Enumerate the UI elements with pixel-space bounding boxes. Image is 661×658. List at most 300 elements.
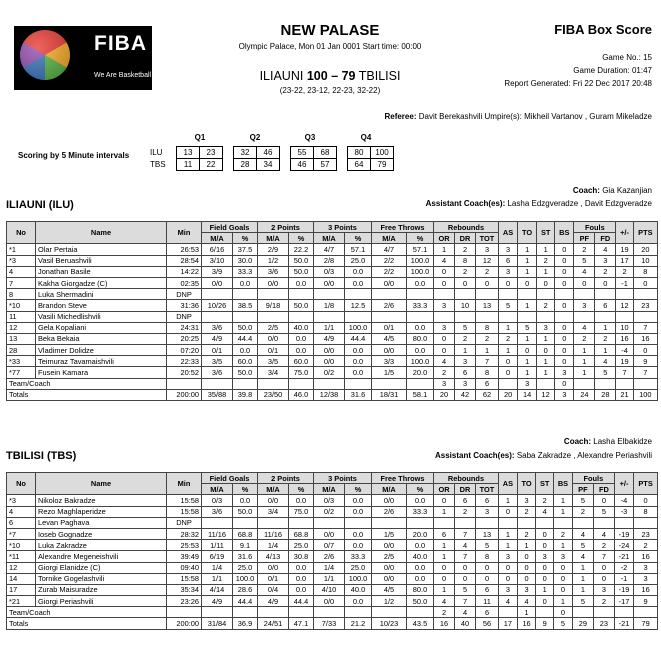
cell: 2: [537, 255, 555, 266]
cell: 4/10: [314, 584, 345, 595]
player-row: [7, 367, 658, 378]
subcol: TOT: [476, 484, 499, 495]
cell: 24/51: [258, 618, 289, 629]
cell: 6: [476, 495, 499, 506]
interval-team: TBS: [150, 160, 166, 169]
interval-cell: 22: [200, 159, 223, 171]
subcol: M/A: [314, 484, 345, 495]
cell: 6/19: [202, 551, 233, 562]
cell: 0: [593, 562, 614, 573]
cell: 0: [434, 277, 455, 288]
interval-cell: 11: [177, 159, 200, 171]
umpire-names: Mikheil Vartanov , Guram Mikeladze: [524, 112, 652, 121]
cell: 20: [499, 389, 518, 400]
cell: 1/8: [314, 300, 345, 311]
cell-no: *3: [7, 255, 36, 266]
cell: [434, 289, 455, 300]
cell: -21: [614, 551, 633, 562]
cell: [476, 311, 499, 322]
cell: 5: [455, 322, 476, 333]
cell: 14: [518, 389, 537, 400]
cell: 11: [476, 596, 499, 607]
cell: 1: [434, 551, 455, 562]
cell: 36.9: [233, 618, 258, 629]
cell: 12/38: [314, 389, 345, 400]
cell: 3: [476, 244, 499, 255]
cell: 3: [595, 255, 616, 266]
cell: 1/1: [314, 573, 345, 584]
subcol: M/A: [202, 233, 233, 244]
cell: 50.0: [233, 506, 258, 517]
cell-name: Giorgi Elanidze (C): [36, 562, 167, 573]
cell: 19: [616, 356, 633, 367]
player-row: [7, 517, 658, 528]
cell: 40.0: [289, 322, 314, 333]
cell: 1: [572, 573, 593, 584]
cell: 3: [476, 506, 499, 517]
cell: 5: [476, 540, 499, 551]
cell: [345, 517, 372, 528]
cell: 6: [595, 300, 616, 311]
cell: 0: [536, 562, 554, 573]
cell: 0/0: [258, 562, 289, 573]
cell: [289, 517, 314, 528]
quarter-label-q4: Q4: [360, 133, 372, 142]
cell: [455, 311, 476, 322]
cell: 3: [555, 367, 574, 378]
cell: 31.6: [345, 389, 372, 400]
cell: 7: [633, 322, 657, 333]
cell: 33.3: [345, 551, 372, 562]
cell-name: Fusein Kamara: [36, 367, 167, 378]
player-row: [7, 300, 658, 311]
cell: [167, 607, 202, 618]
cell-min: DNP: [167, 289, 202, 300]
cell: 1: [518, 300, 537, 311]
cell-min: 23:26: [167, 596, 202, 607]
player-row: [7, 562, 658, 573]
cell: [499, 378, 518, 389]
cell: 3: [517, 584, 536, 595]
cell-no: 13: [7, 333, 36, 344]
cell: [407, 607, 434, 618]
cell: 16: [434, 618, 455, 629]
cell: 3/6: [202, 367, 233, 378]
cell: 60.0: [233, 356, 258, 367]
cell: 0.0: [345, 266, 372, 277]
cell-label: Totals: [7, 618, 167, 629]
cell: -3: [614, 506, 633, 517]
cell: 0/3: [314, 495, 345, 506]
cell: 5: [595, 367, 616, 378]
cell: 3: [499, 584, 518, 595]
cell: 1/11: [202, 540, 233, 551]
cell: 1: [434, 506, 455, 517]
cell: 3: [434, 300, 455, 311]
cell: 3: [518, 378, 537, 389]
cell: 2: [593, 596, 614, 607]
col-rebounds: Rebounds: [434, 222, 499, 233]
cell: 0.0: [233, 277, 258, 288]
header-row: [7, 222, 658, 233]
cell: 44.4: [345, 333, 372, 344]
cell: [616, 289, 633, 300]
game-number: Game No.: 15: [602, 53, 652, 62]
col-fouls: Fouls: [574, 222, 616, 233]
cell: 47.1: [289, 618, 314, 629]
cell: 6: [455, 367, 476, 378]
cell-name: Giorgi Periashvili: [36, 596, 167, 607]
cell: 4/7: [314, 244, 345, 255]
cell: 7: [616, 367, 633, 378]
cell: 0.0: [407, 540, 434, 551]
cell: 0: [536, 573, 554, 584]
cell: 0/0: [372, 562, 407, 573]
cell: [314, 311, 345, 322]
cell: [574, 311, 595, 322]
cell: [407, 311, 434, 322]
col-free-throws: Free Throws: [372, 473, 434, 484]
cell: 50.0: [289, 266, 314, 277]
cell: 2: [595, 266, 616, 277]
cell: 1: [572, 584, 593, 595]
cell: 2: [554, 528, 573, 539]
cell: 0: [555, 333, 574, 344]
cell: [434, 517, 455, 528]
interval-cell: 13: [177, 147, 200, 159]
col-turnovers: TO: [518, 222, 537, 244]
cell-no: 8: [7, 289, 36, 300]
doc-title: FIBA Box Score: [554, 22, 652, 37]
cell: 1: [518, 333, 537, 344]
cell: 4: [574, 266, 595, 277]
cell-no: 12: [7, 562, 36, 573]
cell: 0/3: [314, 266, 345, 277]
cell: 1: [499, 345, 518, 356]
cell: 3: [593, 584, 614, 595]
col-no: No: [7, 473, 36, 495]
cell: 12: [616, 300, 633, 311]
cell: 100: [633, 389, 657, 400]
cell: 1: [595, 345, 616, 356]
cell: [314, 378, 345, 389]
cell: 2: [455, 333, 476, 344]
cell-min: 09:40: [167, 562, 202, 573]
cell-name: Beka Bekaia: [36, 333, 167, 344]
cell: -2: [614, 562, 633, 573]
cell: 0/3: [202, 495, 233, 506]
cell: [345, 311, 372, 322]
cell-name: Teimuraz Tavamaishvili: [36, 356, 167, 367]
cell: [258, 311, 289, 322]
col-min: Min: [167, 222, 202, 244]
cell: [202, 289, 233, 300]
cell: 0.0: [289, 562, 314, 573]
interval-cell: 46: [291, 159, 314, 171]
cell-name: Zurab Maisuradze: [36, 584, 167, 595]
cell-min: 07:20: [167, 345, 202, 356]
cell: 10: [455, 300, 476, 311]
cell: 1/4: [314, 562, 345, 573]
cell: 5: [572, 495, 593, 506]
cell: 29: [572, 618, 593, 629]
cell: 0: [555, 266, 574, 277]
team2-name: TBILISI: [358, 69, 401, 83]
cell: 0.0: [289, 333, 314, 344]
cell: 1: [574, 367, 595, 378]
cell: [372, 517, 407, 528]
cell: [258, 378, 289, 389]
cell: [537, 378, 555, 389]
cell: 0: [537, 345, 555, 356]
cell: 2: [537, 300, 555, 311]
cell-min: DNP: [167, 517, 202, 528]
cell: 1: [499, 528, 518, 539]
cell: 19: [616, 244, 633, 255]
quarter-scores: (23-22, 23-12, 22-23, 32-22): [279, 86, 381, 95]
cell: 1/5: [372, 367, 407, 378]
cell: 6: [476, 584, 499, 595]
cell: 1: [518, 367, 537, 378]
cell-min: 25:53: [167, 540, 202, 551]
cell: 4/9: [202, 596, 233, 607]
cell: 31/84: [202, 618, 233, 629]
cell: 3: [455, 378, 476, 389]
cell: 5: [518, 322, 537, 333]
cell: 38.5: [233, 300, 258, 311]
cell: 6: [455, 495, 476, 506]
subcol: M/A: [372, 233, 407, 244]
cell: 0: [455, 277, 476, 288]
coach-label: Coach:: [572, 186, 600, 195]
cell: [537, 289, 555, 300]
cell: 75.0: [289, 367, 314, 378]
cell-label: Totals: [7, 389, 167, 400]
cell-min: 15:58: [167, 495, 202, 506]
cell: 28.6: [233, 584, 258, 595]
cell: 3: [536, 551, 554, 562]
cell: 0.0: [345, 495, 372, 506]
cell: 0: [555, 356, 574, 367]
cell: [595, 378, 616, 389]
cell: 1: [499, 540, 518, 551]
team1-coach: [300, 186, 652, 195]
cell: [434, 311, 455, 322]
cell: 1: [595, 322, 616, 333]
cell: [233, 311, 258, 322]
cell: 12: [537, 389, 555, 400]
cell: 0: [434, 573, 455, 584]
cell: [476, 517, 499, 528]
cell: 4/9: [258, 596, 289, 607]
team1-box-table: [6, 221, 658, 401]
interval-row: [150, 147, 394, 159]
cell: 0/0: [314, 345, 345, 356]
cell-min: 24:31: [167, 322, 202, 333]
cell: 1: [537, 356, 555, 367]
cell: 100.0: [233, 573, 258, 584]
cell: [634, 517, 658, 528]
cell: 2/9: [258, 244, 289, 255]
cell: 0.0: [345, 528, 372, 539]
cell: 57.1: [407, 244, 434, 255]
player-row: [7, 506, 658, 517]
cell-name: Brandon Steve: [36, 300, 167, 311]
cell: [289, 378, 314, 389]
interval-cell: 28: [234, 159, 257, 171]
cell: [476, 289, 499, 300]
cell: 1: [517, 607, 536, 618]
interval-cell: 64: [348, 159, 371, 171]
cell: 0.0: [407, 277, 434, 288]
cell: [345, 607, 372, 618]
cell: 0: [634, 495, 658, 506]
cell: 9: [536, 618, 554, 629]
col-min: Min: [167, 473, 202, 495]
cell: 44.4: [289, 596, 314, 607]
cell: 25.0: [345, 255, 372, 266]
cell-min: 35:34: [167, 584, 202, 595]
cell: [233, 289, 258, 300]
cell: 62: [476, 389, 499, 400]
interval-cell: 100: [371, 147, 394, 159]
cell: 23: [593, 618, 614, 629]
cell: 1: [518, 244, 537, 255]
cell: -19: [614, 584, 633, 595]
cell-min: 15:58: [167, 573, 202, 584]
interval-row: [150, 159, 394, 171]
cell: 9/18: [258, 300, 289, 311]
cell: [345, 289, 372, 300]
cell: 33.3: [233, 266, 258, 277]
cell: 1/1: [314, 322, 345, 333]
header-row: [7, 473, 658, 484]
cell: 0/0: [314, 528, 345, 539]
cell: [555, 311, 574, 322]
cell: 3/5: [202, 356, 233, 367]
cell: 0/7: [314, 540, 345, 551]
cell: 3: [499, 551, 518, 562]
col-name: Name: [36, 222, 167, 244]
cell: 3: [499, 244, 518, 255]
cell-name: Tornike Gogelashvili: [36, 573, 167, 584]
cell: 4/13: [258, 551, 289, 562]
cell: 4: [434, 596, 455, 607]
cell: 3: [537, 322, 555, 333]
cell: 2: [574, 244, 595, 255]
cell: 2: [517, 528, 536, 539]
col-free-throws: Free Throws: [372, 222, 434, 233]
cell: 3: [554, 551, 573, 562]
basketball-icon: [20, 30, 70, 80]
cell-min: 20:25: [167, 333, 202, 344]
cell: 0: [434, 345, 455, 356]
cell: 0/0: [372, 345, 407, 356]
cell: [593, 607, 614, 618]
cell: 2/8: [314, 255, 345, 266]
cell: 43.5: [407, 618, 434, 629]
cell: 7: [455, 528, 476, 539]
cell: 4: [595, 244, 616, 255]
team2-box-table: [6, 472, 658, 630]
cell: 0/0: [372, 540, 407, 551]
referee-name: Davit Berekashvili Umpire(s):: [418, 112, 522, 121]
cell: 4/5: [372, 333, 407, 344]
player-row: [7, 551, 658, 562]
col-assists: AS: [499, 222, 518, 244]
col-fouls: Fouls: [572, 473, 614, 484]
cell-min: 31:36: [167, 300, 202, 311]
cell: -1: [616, 277, 633, 288]
cell: 0/1: [372, 322, 407, 333]
cell-name: Alexandre Megeneishvili: [36, 551, 167, 562]
cell-no: *3: [7, 495, 36, 506]
cell: 0: [537, 277, 555, 288]
cell: [455, 289, 476, 300]
cell: 100.0: [407, 356, 434, 367]
cell: [593, 517, 614, 528]
cell: 0: [434, 333, 455, 344]
team2-box-head: [7, 473, 658, 495]
cell: 25.0: [289, 540, 314, 551]
cell: 2: [517, 506, 536, 517]
cell: 21: [616, 389, 633, 400]
subcol: PF: [572, 484, 593, 495]
team1-score: 100: [306, 69, 328, 83]
player-row: [7, 255, 658, 266]
cell-name: Nikoloz Bakradze: [36, 495, 167, 506]
cell: 0.0: [233, 345, 258, 356]
cell-no: *1: [7, 244, 36, 255]
cell: 9.1: [233, 540, 258, 551]
cell: 40.0: [345, 584, 372, 595]
cell: 6: [434, 528, 455, 539]
cell-name: Rezo Maghlaperidze: [36, 506, 167, 517]
cell: 8: [476, 367, 499, 378]
cell: 2/6: [372, 506, 407, 517]
cell: 1: [554, 540, 573, 551]
cell: 0: [555, 345, 574, 356]
cell: 0: [499, 277, 518, 288]
cell: 5: [572, 540, 593, 551]
cell: [633, 311, 657, 322]
cell: 1/4: [258, 540, 289, 551]
cell: 18/31: [372, 389, 407, 400]
cell: 10: [633, 255, 657, 266]
cell: 16: [633, 333, 657, 344]
subcol: %: [407, 233, 434, 244]
coach-label: Coach:: [563, 437, 592, 446]
subcol: FD: [593, 484, 614, 495]
cell: [614, 607, 633, 618]
cell-no: *77: [7, 367, 36, 378]
cell: 0.0: [345, 506, 372, 517]
cell: 20: [434, 389, 455, 400]
cell-min: 15:58: [167, 506, 202, 517]
cell-no: *11: [7, 551, 36, 562]
cell: 3: [434, 322, 455, 333]
cell: 0: [499, 356, 518, 367]
cell: 3/3: [372, 356, 407, 367]
col-plus-minus: +/-: [614, 473, 633, 495]
cell: [289, 289, 314, 300]
col-field-goals: Field Goals: [202, 222, 258, 233]
cell: 60.0: [289, 356, 314, 367]
cell: 0.0: [289, 345, 314, 356]
cell: 1: [499, 322, 518, 333]
cell: 0/0: [258, 333, 289, 344]
cell: 0: [555, 322, 574, 333]
